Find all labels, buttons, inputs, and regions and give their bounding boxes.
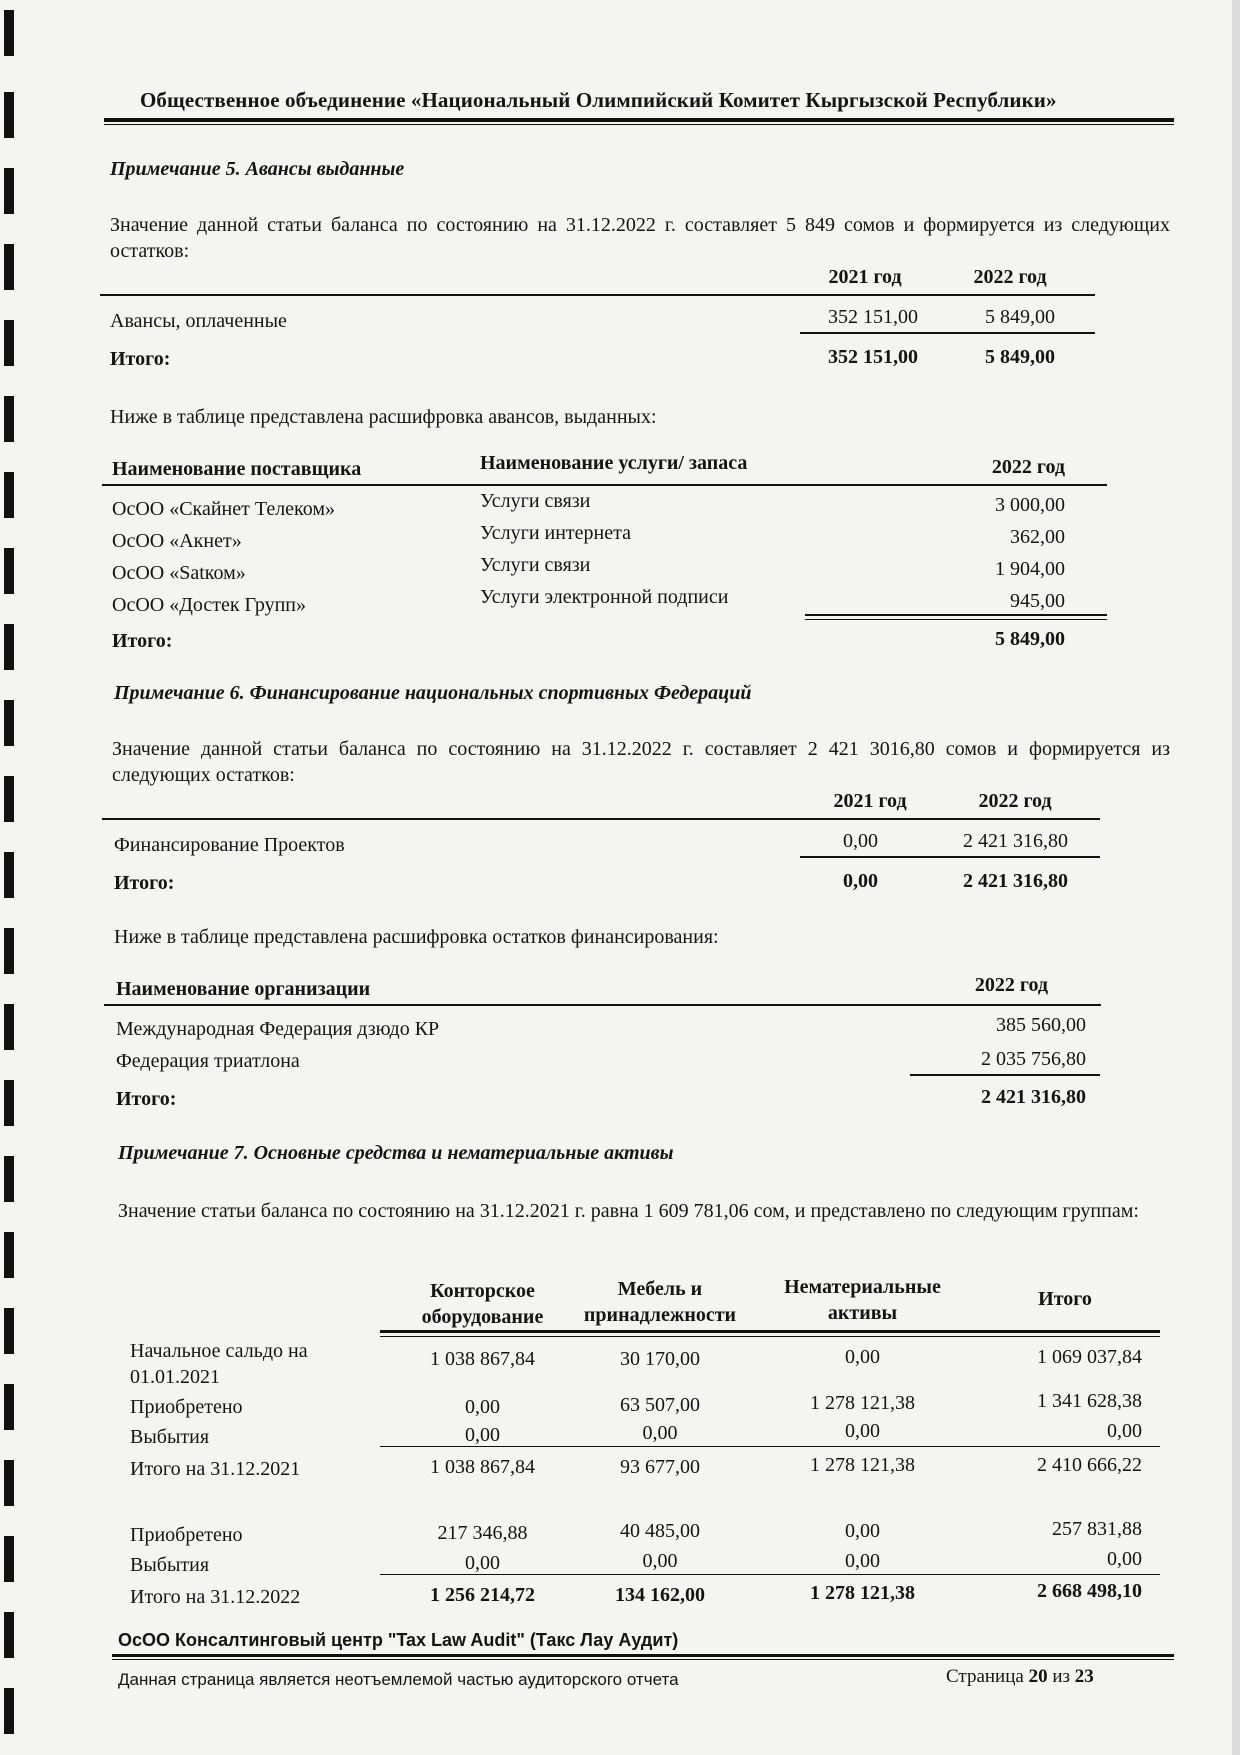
note5-detail-intro: Ниже в таблице представлена расшифровка авансов, выданных: xyxy=(110,406,657,428)
note7-title: Примечание 7. Основные средства и нематериальные активы xyxy=(118,1142,674,1164)
note7-head-furniture-1: Мебель и xyxy=(617,1278,703,1300)
table-row-label: Начальное сальдо на xyxy=(130,1340,308,1362)
footer-company: ОсОО Консалтинговый центр "Tax Law Audit" (Такс Лау Аудит) xyxy=(118,1630,679,1650)
note5-total-2021: 352 151,00 xyxy=(828,346,918,368)
note5-detail-sum-rule xyxy=(805,614,1107,616)
note6-total-2021: 0,00 xyxy=(843,870,878,892)
list-item: ОсОО «Достек Групп» xyxy=(112,594,307,616)
page-number-mid: из xyxy=(1047,1666,1075,1687)
list-item: Федерация триатлона xyxy=(116,1050,300,1072)
list-item: 3 000,00 xyxy=(995,494,1065,516)
note5-detail-head-service: Наименование услуги/ запаса xyxy=(480,452,748,474)
list-item: Услуги связи xyxy=(480,490,591,512)
list-item: Услуги интернета xyxy=(480,522,631,544)
note6-row-2022: 2 421 316,80 xyxy=(963,830,1068,852)
table-cell: 0,00 xyxy=(1107,1548,1142,1570)
note6-text: Значение данной статьи баланса по состоянию на 31.12.2022 г. составляет 2 421 3016,80 сомов и формируется из следующих остатков: xyxy=(112,738,1170,786)
table-row-label: Приобретено xyxy=(130,1524,243,1546)
footer-note: Данная страница является неотъемлемой частью аудиторского отчета xyxy=(118,1670,679,1689)
note6-total-2022: 2 421 316,80 xyxy=(963,870,1068,892)
page-number xyxy=(946,1666,1094,1688)
table-cell: 1 278 121,38 xyxy=(810,1454,915,1476)
table-cell: 0,00 xyxy=(845,1346,880,1368)
note6-detail-head-year: 2022 год xyxy=(974,974,1048,996)
note7-sub-rule xyxy=(380,1446,1160,1447)
note7-head-office-2: оборудование xyxy=(421,1306,544,1328)
table-cell: 217 346,88 xyxy=(437,1522,528,1544)
note6-title: Примечание 6. Финансирование национальных спортивных Федераций xyxy=(114,682,752,704)
note5-detail-head-year: 2022 год xyxy=(991,456,1065,478)
note6-detail-total: 2 421 316,80 xyxy=(981,1086,1086,1108)
note6-table-rule xyxy=(102,818,1100,820)
table-row-label: Выбытия xyxy=(130,1554,210,1576)
note7-head-total: Итого xyxy=(1038,1288,1092,1310)
list-item: 2 035 756,80 xyxy=(981,1048,1086,1070)
page-number-current: 20 xyxy=(1028,1666,1048,1687)
note6-detail-intro: Ниже в таблице представлена расшифровка остатков финансирования: xyxy=(114,926,719,948)
note7-head-rule-thin xyxy=(380,1336,1160,1337)
note5-title: Примечание 5. Авансы выданные xyxy=(110,158,405,180)
table-cell: 0,00 xyxy=(465,1396,500,1418)
table-cell: 0,00 xyxy=(845,1550,880,1572)
note6-row-2021: 0,00 xyxy=(843,830,878,852)
table-cell: 1 256 214,72 xyxy=(430,1584,535,1606)
footer-rule xyxy=(112,1654,1174,1657)
note5-table-rule xyxy=(100,294,1095,296)
table-cell: 2 410 666,22 xyxy=(1037,1454,1142,1476)
table-cell: 0,00 xyxy=(642,1550,678,1572)
table-cell: 1 341 628,38 xyxy=(1037,1390,1142,1412)
note6-col-2022: 2022 год xyxy=(978,790,1052,812)
note5-sum-rule xyxy=(800,332,1095,334)
table-cell: 0,00 xyxy=(465,1552,500,1574)
note5-detail-rule xyxy=(102,484,1107,486)
list-item: 362,00 xyxy=(1010,526,1065,548)
table-cell: 134 162,00 xyxy=(615,1584,705,1606)
note7-text: Значение статьи баланса по состоянию на 31.12.2021 г. равна 1 609 781,06 сом, и представлено по следующим группам: xyxy=(118,1200,1139,1222)
table-cell: 0,00 xyxy=(845,1420,880,1442)
note5-text: Значение данной статьи баланса по состоянию на 31.12.2022 г. составляет 5 849 сомов и формируется из следующих остатков: xyxy=(110,214,1170,262)
table-row-label: Приобретено xyxy=(130,1396,243,1418)
list-item: Услуги связи xyxy=(480,554,591,576)
note7-head-furniture-2: принадлежности xyxy=(583,1304,737,1326)
note5-total-2022: 5 849,00 xyxy=(985,346,1055,368)
table-cell: 1 038 867,84 xyxy=(430,1456,535,1478)
note5-row-2022: 5 849,00 xyxy=(985,306,1055,328)
note6-sum-rule xyxy=(800,856,1100,858)
footer-rule-thin xyxy=(112,1659,1174,1660)
table-cell: 40 485,00 xyxy=(620,1520,700,1542)
table-cell: 0,00 xyxy=(845,1520,880,1542)
table-row-label: Выбытия xyxy=(130,1426,210,1448)
binding-strip xyxy=(0,0,22,1755)
note5-col-2021: 2021 год xyxy=(828,266,902,288)
note5-detail-total: 5 849,00 xyxy=(995,628,1065,650)
table-cell: 1 069 037,84 xyxy=(1037,1346,1142,1368)
table-cell: 1 038 867,84 xyxy=(430,1348,535,1370)
note6-col-2021: 2021 год xyxy=(833,790,907,812)
note7-head-intangible-2: активы xyxy=(827,1302,898,1324)
header-rule-thin xyxy=(104,124,1174,125)
table-row-label: Итого на 31.12.2022 xyxy=(130,1586,301,1608)
table-cell: 0,00 xyxy=(1107,1420,1142,1442)
table-cell: 0,00 xyxy=(642,1422,678,1444)
note5-col-2022: 2022 год xyxy=(973,266,1047,288)
note5-row-label: Авансы, оплаченные xyxy=(110,310,287,332)
list-item: 1 904,00 xyxy=(995,558,1065,580)
note5-total-label: Итого: xyxy=(110,348,171,370)
header-rule xyxy=(104,118,1174,122)
list-item: 945,00 xyxy=(1010,590,1065,612)
table-cell: 2 668 498,10 xyxy=(1037,1580,1142,1602)
table-cell: 93 677,00 xyxy=(620,1456,700,1478)
document-header: Общественное объединение «Национальный Олимпийский Комитет Кыргызской Республики» xyxy=(140,88,1057,112)
page-edge xyxy=(1232,0,1240,1755)
table-cell: 1 278 121,38 xyxy=(810,1582,915,1604)
list-item: Международная Федерация дзюдо КР xyxy=(116,1018,440,1040)
table-cell: 0,00 xyxy=(465,1424,500,1446)
list-item: 385 560,00 xyxy=(996,1014,1086,1036)
table-row-label: Итого на 31.12.2021 xyxy=(130,1458,301,1480)
list-item: ОсОО «Акнет» xyxy=(112,530,242,552)
page-number-total: 23 xyxy=(1074,1666,1094,1687)
note7-head-office-1: Конторское xyxy=(430,1280,535,1302)
list-item: ОсОО «Скайнет Телеком» xyxy=(112,498,336,520)
table-row-label: 01.01.2021 xyxy=(130,1366,220,1388)
note6-total-label: Итого: xyxy=(114,872,175,894)
table-cell: 257 831,88 xyxy=(1052,1518,1142,1540)
note6-detail-total-label: Итого: xyxy=(116,1088,177,1110)
note5-detail-total-label: Итого: xyxy=(112,630,173,652)
table-cell: 63 507,00 xyxy=(620,1394,700,1416)
page-number-prefix: Страница xyxy=(946,1666,1029,1687)
note5-detail-head-supplier: Наименование поставщика xyxy=(112,458,362,480)
note6-detail-sum-rule xyxy=(910,1074,1100,1076)
note6-row-label: Финансирование Проектов xyxy=(114,834,345,856)
note7-head-rule xyxy=(380,1330,1160,1333)
note5-row-2021: 352 151,00 xyxy=(828,306,918,328)
note6-detail-head-org: Наименование организации xyxy=(116,978,371,1000)
table-cell: 1 278 121,38 xyxy=(810,1392,915,1414)
list-item: ОсОО «Satком» xyxy=(112,562,246,584)
note7-head-intangible-1: Нематериальные xyxy=(784,1276,941,1298)
note7-sub-rule-2 xyxy=(380,1574,1160,1575)
list-item: Услуги электронной подписи xyxy=(480,586,729,608)
note6-detail-rule xyxy=(104,1004,1101,1006)
table-cell: 30 170,00 xyxy=(620,1348,700,1370)
note5-detail-sum-rule-2 xyxy=(805,619,1107,620)
